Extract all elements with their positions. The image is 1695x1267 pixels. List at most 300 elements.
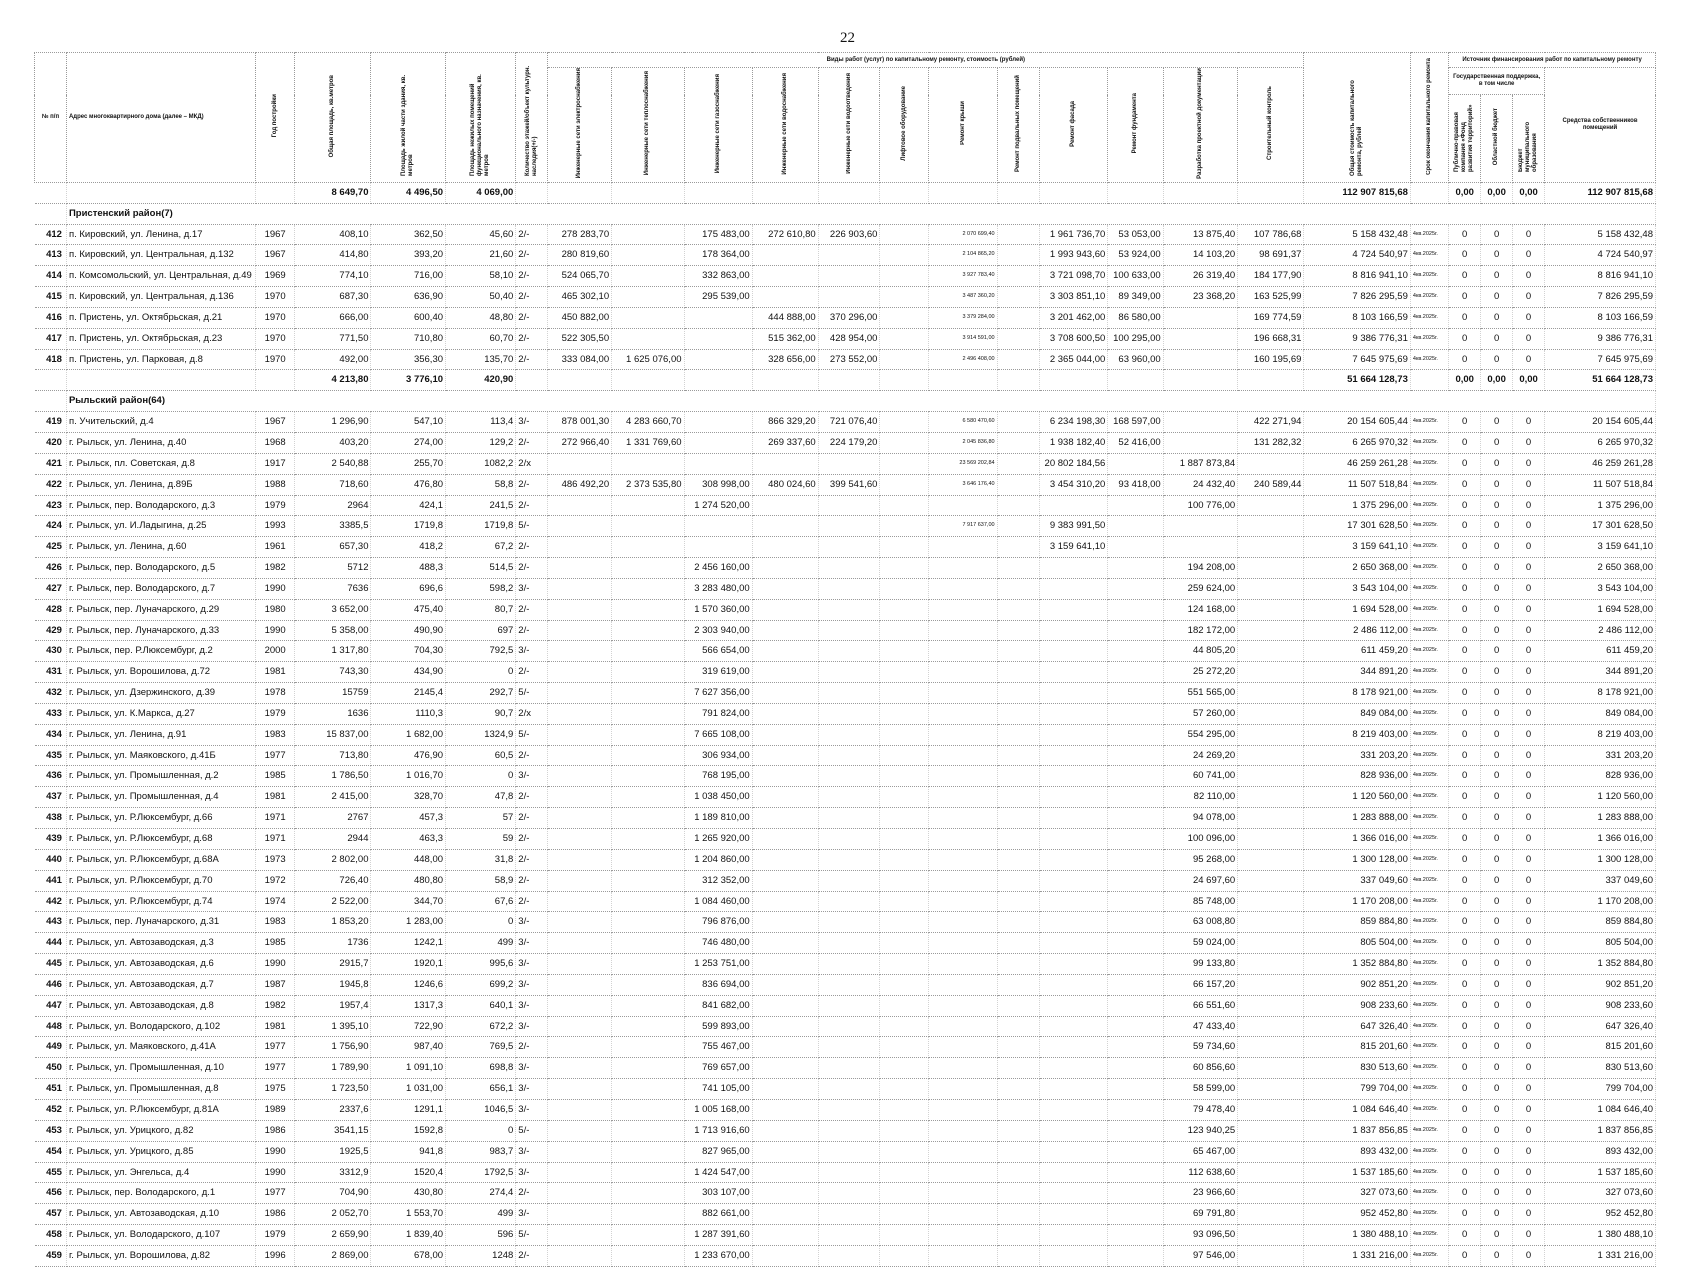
cell-fund: 0 — [1449, 1245, 1481, 1266]
cell-year: 1975 — [256, 1079, 294, 1100]
cell-lift — [880, 849, 929, 870]
cell-deadline: 4кв.2025г. — [1410, 974, 1448, 995]
cell-total-area: 1736 — [294, 933, 371, 954]
cell-owners: 952 452,80 — [1545, 1204, 1656, 1225]
cell-n: 455 — [35, 1162, 67, 1183]
cell-n: 458 — [35, 1225, 67, 1246]
cell-living-area: 1110,3 — [371, 703, 446, 724]
cell-electric — [548, 1099, 612, 1120]
cell-year: 1983 — [256, 912, 294, 933]
cell-address: г. Рыльск, ул. К.Маркса, д.27 — [66, 703, 256, 724]
cell-roof — [929, 683, 997, 704]
cell-control — [1238, 1037, 1304, 1058]
cell-control — [1238, 849, 1304, 870]
cell-owners: 2 486 112,00 — [1545, 620, 1656, 641]
cell-gas: 306 934,00 — [684, 745, 752, 766]
cell-living-area: 704,30 — [371, 641, 446, 662]
cell-nonliving-area: 45,60 — [446, 224, 516, 245]
cell-gas: 768 195,00 — [684, 766, 752, 787]
cell-roof — [929, 912, 997, 933]
cell-owners: 1 352 884,80 — [1545, 954, 1656, 975]
cell-year: 1971 — [256, 808, 294, 829]
cell-living-area: 1592,8 — [371, 1120, 446, 1141]
col-header-floors-text: Количество этажей/объект культурн. наследия(+/-) — [524, 65, 538, 176]
cell-total-area: 666,00 — [294, 307, 371, 328]
cell-roof — [929, 1058, 997, 1079]
cell-roof — [929, 1016, 997, 1037]
table-row — [35, 703, 1656, 724]
cell-facade — [1040, 370, 1108, 391]
cell-year — [256, 182, 294, 203]
cell-regional: 0,00 — [1481, 370, 1513, 391]
table-row — [35, 954, 1656, 975]
cell-sewer: 370 296,00 — [818, 307, 880, 328]
cell-water — [752, 1183, 818, 1204]
cell-foundation — [1108, 1016, 1163, 1037]
cell-roof: 2 045 836,80 — [929, 432, 997, 453]
cell-facade — [1040, 829, 1108, 850]
cell-deadline: 4кв.2025г. — [1410, 599, 1448, 620]
cell-lift — [880, 974, 929, 995]
cell-year: 1967 — [256, 245, 294, 266]
cell-basement — [997, 703, 1040, 724]
table-row — [35, 1225, 1656, 1246]
cell-address: п. Комсомольский, ул. Центральная, д.49 — [66, 266, 256, 287]
cell-deadline: 4кв.2025г. — [1410, 1120, 1448, 1141]
cell-design — [1163, 328, 1238, 349]
cell-water — [752, 495, 818, 516]
cell-fund: 0 — [1449, 349, 1481, 370]
cell-floors: 2/- — [516, 891, 548, 912]
cell-total-area: 1 789,90 — [294, 1058, 371, 1079]
cell-fund: 0 — [1449, 870, 1481, 891]
cell-control: 196 668,31 — [1238, 328, 1304, 349]
cell-control — [1238, 495, 1304, 516]
cell-year: 1990 — [256, 620, 294, 641]
cell-n: 437 — [35, 787, 67, 808]
cell-sewer: 428 954,00 — [818, 328, 880, 349]
cell-municipal: 0 — [1513, 307, 1545, 328]
cell-basement — [997, 1099, 1040, 1120]
cell-floors: 2/- — [516, 307, 548, 328]
table-row — [35, 245, 1656, 266]
cell-fund: 0 — [1449, 808, 1481, 829]
cell-design: 112 638,60 — [1163, 1162, 1238, 1183]
cell-municipal: 0 — [1513, 724, 1545, 745]
cell-deadline: 4кв.2025г. — [1410, 1016, 1448, 1037]
cell-water — [752, 620, 818, 641]
table-row — [35, 287, 1656, 308]
cell-roof — [929, 599, 997, 620]
col-header-floors — [516, 53, 548, 183]
cell-roof — [929, 495, 997, 516]
cell-nonliving-area: 58,10 — [446, 266, 516, 287]
table-row — [35, 766, 1656, 787]
cell-address: п. Пристень, ул. Октябрьская, д.21 — [66, 307, 256, 328]
cell-water — [752, 370, 818, 391]
cell-basement — [997, 1141, 1040, 1162]
cell-gas: 796 876,00 — [684, 912, 752, 933]
table-row — [35, 1037, 1656, 1058]
cell-nonliving-area: 640,1 — [446, 995, 516, 1016]
cell-gas — [684, 370, 752, 391]
cell-foundation: 168 597,00 — [1108, 412, 1163, 433]
cell-electric — [548, 912, 612, 933]
cell-n: 457 — [35, 1204, 67, 1225]
cell-water — [752, 1058, 818, 1079]
cell-address: г. Рыльск, ул. Ленина, д.91 — [66, 724, 256, 745]
cell-regional: 0 — [1481, 474, 1513, 495]
cell-heat — [612, 1162, 684, 1183]
cell-municipal: 0 — [1513, 474, 1545, 495]
cell-roof — [929, 662, 997, 683]
cell-n: 419 — [35, 412, 67, 433]
cell-living-area: 696,6 — [371, 578, 446, 599]
cell-basement — [997, 829, 1040, 850]
cell-total-area: 2964 — [294, 495, 371, 516]
cell-nonliving-area: 697 — [446, 620, 516, 641]
cell-year: 1967 — [256, 224, 294, 245]
cell-owners: 3 159 641,10 — [1545, 537, 1656, 558]
cell-total-area: 2 802,00 — [294, 849, 371, 870]
cell-total-area: 8 649,70 — [294, 182, 371, 203]
cell-roof — [929, 787, 997, 808]
table-row — [35, 516, 1656, 537]
cell-address: п. Пристень, ул. Парковая, д.8 — [66, 349, 256, 370]
cell-year: 1979 — [256, 1225, 294, 1246]
cell-floors: 5/- — [516, 516, 548, 537]
cell-total-area: 1957,4 — [294, 995, 371, 1016]
cell-total-cost: 830 513,60 — [1304, 1058, 1410, 1079]
cell-design: 94 078,00 — [1163, 808, 1238, 829]
cell-regional: 0 — [1481, 495, 1513, 516]
col-header-control — [1238, 68, 1304, 183]
cell-total-cost: 1 694 528,00 — [1304, 599, 1410, 620]
cell-electric: 278 283,70 — [548, 224, 612, 245]
cell-water — [752, 662, 818, 683]
cell-floors: 2/- — [516, 287, 548, 308]
cell-address: г. Рыльск, ул. Ленина, д.40 — [66, 432, 256, 453]
cell-sewer — [818, 745, 880, 766]
cell-n — [35, 370, 67, 391]
cell-deadline: 4кв.2025г. — [1410, 495, 1448, 516]
cell-living-area: 490,90 — [371, 620, 446, 641]
cell-heat — [612, 766, 684, 787]
cell-sewer — [818, 578, 880, 599]
cell-basement — [997, 245, 1040, 266]
cell-facade — [1040, 1058, 1108, 1079]
cell-facade: 6 234 198,30 — [1040, 412, 1108, 433]
cell-sewer — [818, 703, 880, 724]
cell-facade — [1040, 870, 1108, 891]
cell-address: г. Рыльск, пер. Р.Люксембург, д.2 — [66, 641, 256, 662]
cell-total-cost: 805 504,00 — [1304, 933, 1410, 954]
table-row — [35, 662, 1656, 683]
col-header-gas-text: Инженерные сети газоснабжения — [714, 73, 721, 174]
cell-fund: 0 — [1449, 724, 1481, 745]
cell-roof — [929, 1225, 997, 1246]
cell-total-area: 2 415,00 — [294, 787, 371, 808]
cell-basement — [997, 1245, 1040, 1266]
cell-total-cost: 1 283 888,00 — [1304, 808, 1410, 829]
table-row — [35, 328, 1656, 349]
cell-municipal: 0,00 — [1513, 370, 1545, 391]
cell-foundation — [1108, 1204, 1163, 1225]
cell-heat — [612, 1099, 684, 1120]
cell-total-area: 1 317,80 — [294, 641, 371, 662]
cell-owners: 344 891,20 — [1545, 662, 1656, 683]
cell-facade: 1 961 736,70 — [1040, 224, 1108, 245]
cell-lift — [880, 683, 929, 704]
cell-deadline: 4кв.2025г. — [1410, 266, 1448, 287]
cell-municipal: 0 — [1513, 537, 1545, 558]
cell-n: 416 — [35, 307, 67, 328]
cell-regional: 0 — [1481, 1245, 1513, 1266]
cell-year — [256, 370, 294, 391]
cell-facade: 3 303 851,10 — [1040, 287, 1108, 308]
cell-regional: 0 — [1481, 974, 1513, 995]
cell-municipal: 0 — [1513, 641, 1545, 662]
cell-municipal: 0 — [1513, 662, 1545, 683]
cell-heat — [612, 849, 684, 870]
cell-foundation — [1108, 995, 1163, 1016]
cell-gas: 175 483,00 — [684, 224, 752, 245]
cell-basement — [997, 495, 1040, 516]
cell-roof — [929, 724, 997, 745]
cell-gas: 332 863,00 — [684, 266, 752, 287]
cell-sewer — [818, 1079, 880, 1100]
cell-municipal: 0 — [1513, 1016, 1545, 1037]
cell-n: 421 — [35, 453, 67, 474]
cell-heat — [612, 974, 684, 995]
cell-electric — [548, 849, 612, 870]
cell-basement — [997, 370, 1040, 391]
cell-n: 438 — [35, 808, 67, 829]
cell-total-area: 1 723,50 — [294, 1079, 371, 1100]
cell-total-area: 1 296,90 — [294, 412, 371, 433]
table-row — [35, 578, 1656, 599]
cell-floors: 2/- — [516, 787, 548, 808]
cell-owners: 1 120 560,00 — [1545, 787, 1656, 808]
cell-gas: 1 274 520,00 — [684, 495, 752, 516]
cell-n: 443 — [35, 912, 67, 933]
col-header-municipal-text: Бюджет муниципального образования — [1518, 121, 1539, 172]
cell-fund: 0 — [1449, 1162, 1481, 1183]
cell-control: 240 589,44 — [1238, 474, 1304, 495]
cell-heat — [612, 328, 684, 349]
table-row — [35, 849, 1656, 870]
table-row — [35, 974, 1656, 995]
cell-sewer — [818, 933, 880, 954]
cell-address: г. Рыльск, пер. Луначарского, д.31 — [66, 912, 256, 933]
cell-nonliving-area: 58,8 — [446, 474, 516, 495]
cell-foundation — [1108, 453, 1163, 474]
cell-address: г. Рыльск, ул. Володарского, д.102 — [66, 1016, 256, 1037]
cell-year: 1977 — [256, 745, 294, 766]
cell-foundation — [1108, 724, 1163, 745]
cell-n: 427 — [35, 578, 67, 599]
cell-living-area: 716,00 — [371, 266, 446, 287]
cell-facade — [1040, 787, 1108, 808]
cell-electric: 450 882,00 — [548, 307, 612, 328]
table-row — [35, 1099, 1656, 1120]
cell-water — [752, 1016, 818, 1037]
col-header-electric — [548, 68, 612, 183]
cell-sewer — [818, 537, 880, 558]
cell-owners: 815 201,60 — [1545, 1037, 1656, 1058]
cell-owners: 1 375 296,00 — [1545, 495, 1656, 516]
cell-basement — [997, 724, 1040, 745]
cell-water: 269 337,60 — [752, 432, 818, 453]
cell-electric: 280 819,60 — [548, 245, 612, 266]
cell-nonliving-area: 1324,9 — [446, 724, 516, 745]
cell-facade — [1040, 912, 1108, 933]
cell-living-area: 476,80 — [371, 474, 446, 495]
cell-year: 1970 — [256, 287, 294, 308]
cell-basement — [997, 287, 1040, 308]
cell-n: 449 — [35, 1037, 67, 1058]
cell-control — [1238, 453, 1304, 474]
cell-heat — [612, 1245, 684, 1266]
cell-design — [1163, 370, 1238, 391]
cell-year: 1990 — [256, 578, 294, 599]
cell-design: 24 697,60 — [1163, 870, 1238, 891]
cell-design: 14 103,20 — [1163, 245, 1238, 266]
cell-design: 82 110,00 — [1163, 787, 1238, 808]
cell-living-area: 1 839,40 — [371, 1225, 446, 1246]
cell-heat: 1 331 769,60 — [612, 432, 684, 453]
cell-n: 431 — [35, 662, 67, 683]
cell-total-cost: 3 543 104,00 — [1304, 578, 1410, 599]
cell-fund: 0 — [1449, 703, 1481, 724]
cell-floors: 2/- — [516, 495, 548, 516]
cell-address: г. Рыльск, пер. Луначарского, д.29 — [66, 599, 256, 620]
cell-living-area: 488,3 — [371, 558, 446, 579]
cell-fund: 0 — [1449, 287, 1481, 308]
cell-year: 1987 — [256, 974, 294, 995]
cell-n: 424 — [35, 516, 67, 537]
cell-foundation — [1108, 370, 1163, 391]
col-header-lift — [880, 68, 929, 183]
cell-living-area: 356,30 — [371, 349, 446, 370]
cell-lift — [880, 912, 929, 933]
table-row — [35, 787, 1656, 808]
cell-owners: 327 073,60 — [1545, 1183, 1656, 1204]
cell-total-cost: 611 459,20 — [1304, 641, 1410, 662]
cell-electric — [548, 641, 612, 662]
cell-total-cost: 1 537 185,60 — [1304, 1162, 1410, 1183]
table-row — [35, 537, 1656, 558]
cell-living-area: 457,3 — [371, 808, 446, 829]
col-header-heat — [612, 68, 684, 183]
cell-basement — [997, 912, 1040, 933]
cell-address: г. Рыльск, ул. Автозаводская, д.7 — [66, 974, 256, 995]
cell-facade — [1040, 891, 1108, 912]
cell-total-area: 2 052,70 — [294, 1204, 371, 1225]
cell-electric — [548, 578, 612, 599]
cell-lift — [880, 703, 929, 724]
cell-facade: 3 721 098,70 — [1040, 266, 1108, 287]
cell-total-area: 1636 — [294, 703, 371, 724]
cell-total-cost: 46 259 261,28 — [1304, 453, 1410, 474]
cell-facade: 3 201 462,00 — [1040, 307, 1108, 328]
cell-address: г. Рыльск, ул. Маяковского, д.41Б — [66, 745, 256, 766]
col-header-roof-text: Ремонт крыши — [959, 101, 966, 146]
cell-lift — [880, 578, 929, 599]
cell-n: 434 — [35, 724, 67, 745]
cell-foundation — [1108, 537, 1163, 558]
cell-n: 450 — [35, 1058, 67, 1079]
cell-municipal: 0 — [1513, 954, 1545, 975]
cell-fund: 0 — [1449, 474, 1481, 495]
cell-design: 60 856,60 — [1163, 1058, 1238, 1079]
cell-design: 100 096,00 — [1163, 829, 1238, 850]
cell-regional: 0 — [1481, 1016, 1513, 1037]
table-row — [35, 558, 1656, 579]
cell-fund: 0 — [1449, 245, 1481, 266]
cell-owners: 902 851,20 — [1545, 974, 1656, 995]
cell-year: 1993 — [256, 516, 294, 537]
cell-regional: 0 — [1481, 766, 1513, 787]
cell-nonliving-area: 995,6 — [446, 954, 516, 975]
cell-sewer: 226 903,60 — [818, 224, 880, 245]
cell-basement — [997, 224, 1040, 245]
cell-roof — [929, 1141, 997, 1162]
cell-facade — [1040, 724, 1108, 745]
cell-municipal: 0 — [1513, 1037, 1545, 1058]
cell-regional: 0 — [1481, 1225, 1513, 1246]
cell-lift — [880, 328, 929, 349]
cell-basement — [997, 1037, 1040, 1058]
cell-basement — [997, 1016, 1040, 1037]
cell-address — [66, 182, 256, 203]
cell-municipal: 0 — [1513, 266, 1545, 287]
cell-foundation — [1108, 1079, 1163, 1100]
cell-regional: 0 — [1481, 516, 1513, 537]
cell-foundation — [1108, 641, 1163, 662]
cell-gas — [684, 516, 752, 537]
cell-control — [1238, 1183, 1304, 1204]
cell-n: 456 — [35, 1183, 67, 1204]
cell-year: 1917 — [256, 453, 294, 474]
cell-living-area: 4 496,50 — [371, 182, 446, 203]
cell-water — [752, 1099, 818, 1120]
cell-roof — [929, 537, 997, 558]
cell-year: 1986 — [256, 1120, 294, 1141]
cell-sewer: 721 076,40 — [818, 412, 880, 433]
cell-total-area: 3385,5 — [294, 516, 371, 537]
cell-floors: 3/- — [516, 1079, 548, 1100]
cell-total-cost: 20 154 605,44 — [1304, 412, 1410, 433]
cell-water: 328 656,00 — [752, 349, 818, 370]
cell-design — [1163, 307, 1238, 328]
cell-lift — [880, 933, 929, 954]
cell-nonliving-area: 4 069,00 — [446, 182, 516, 203]
cell-sewer — [818, 266, 880, 287]
cell-address: п. Кировский, ул. Ленина, д.17 — [66, 224, 256, 245]
cell-address: г. Рыльск, ул. Урицкого, д.82 — [66, 1120, 256, 1141]
cell-fund: 0 — [1449, 787, 1481, 808]
table-row — [35, 1245, 1656, 1266]
cell-heat: 1 625 076,00 — [612, 349, 684, 370]
cell-water — [752, 933, 818, 954]
cell-water — [752, 1037, 818, 1058]
cell-owners: 1 170 208,00 — [1545, 891, 1656, 912]
cell-floors — [516, 370, 548, 391]
cell-municipal: 0 — [1513, 1099, 1545, 1120]
cell-gas: 1 189 810,00 — [684, 808, 752, 829]
cell-year: 1981 — [256, 662, 294, 683]
